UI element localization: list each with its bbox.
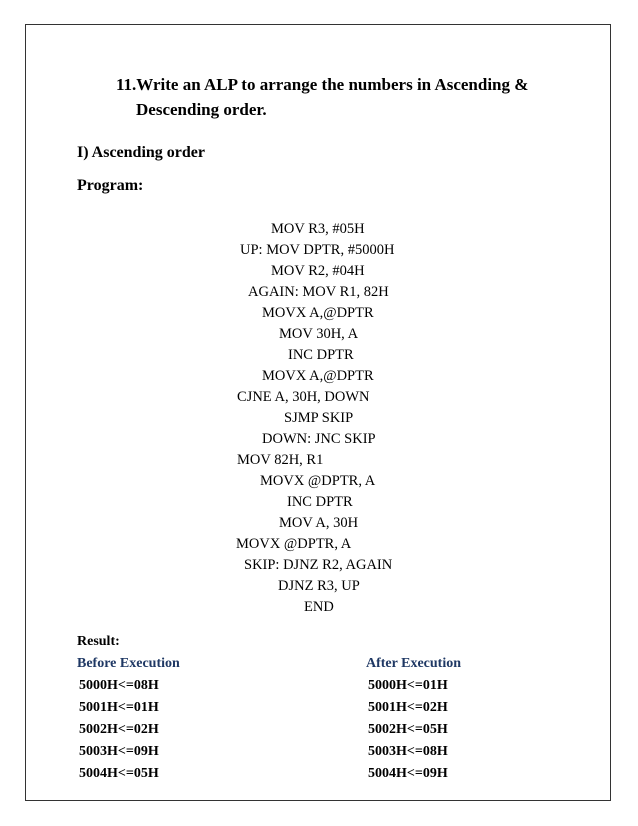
before-value: 5004H<=05H: [79, 766, 159, 781]
code-line: MOVX @DPTR, A: [260, 473, 376, 489]
code-line: MOV A, 30H: [279, 515, 359, 531]
question-line-2: Descending order.: [136, 100, 267, 119]
result-label: Result:: [77, 634, 120, 649]
before-value: 5000H<=08H: [79, 678, 159, 693]
code-line: INC DPTR: [288, 347, 354, 363]
code-line: END: [304, 599, 334, 615]
before-value: 5002H<=02H: [79, 722, 159, 737]
section-title: I) Ascending order: [77, 144, 205, 161]
after-value: 5001H<=02H: [368, 700, 448, 715]
before-value: 5003H<=09H: [79, 744, 159, 759]
program-label: Program:: [77, 177, 144, 194]
after-value: 5002H<=05H: [368, 722, 448, 737]
code-line: UP: MOV DPTR, #5000H: [240, 242, 395, 258]
after-value: 5003H<=08H: [368, 744, 448, 759]
code-line: AGAIN: MOV R1, 82H: [248, 284, 389, 300]
code-line: MOV R3, #05H: [271, 221, 365, 237]
code-line: DJNZ R3, UP: [278, 578, 360, 594]
after-value: 5004H<=09H: [368, 766, 448, 781]
code-line: INC DPTR: [287, 494, 353, 510]
after-execution-heading: After Execution: [366, 656, 461, 671]
before-value: 5001H<=01H: [79, 700, 159, 715]
code-line: SKIP: DJNZ R2, AGAIN: [244, 557, 393, 573]
code-line: DOWN: JNC SKIP: [262, 431, 376, 447]
code-line: CJNE A, 30H, DOWN: [237, 389, 370, 405]
code-line: MOV R2, #04H: [271, 263, 365, 279]
after-value: 5000H<=01H: [368, 678, 448, 693]
code-line: SJMP SKIP: [284, 410, 354, 426]
question-line-1: 11.Write an ALP to arrange the numbers in Ascending &: [116, 75, 529, 94]
code-line: MOV 30H, A: [279, 326, 359, 342]
code-line: MOVX A,@DPTR: [262, 368, 374, 384]
code-line: MOVX A,@DPTR: [262, 305, 374, 321]
before-execution-heading: Before Execution: [77, 656, 180, 671]
code-line: MOVX @DPTR, A: [236, 536, 352, 552]
code-line: MOV 82H, R1: [237, 452, 324, 468]
